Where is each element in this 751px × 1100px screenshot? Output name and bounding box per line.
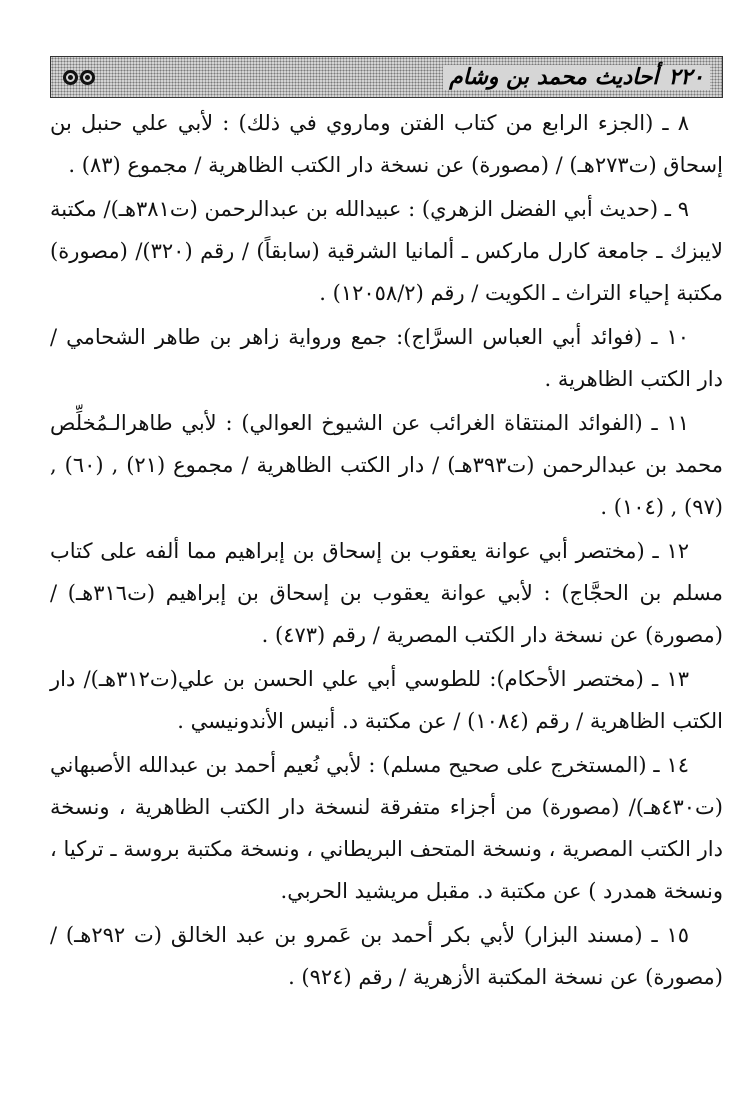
bibliography-entry-14: ١٤ ـ (المستخرج على صحيح مسلم) : لأبي نُعيم أحمد بن عبدالله الأصبهاني (ت٤٣٠هـ)/ (مصورة) من أجزاء متفرقة لنسخة دار الكتب الظاهرية ، ونسخة دار الكتب المصرية ، ونسخة المتحف البريطاني ، ونسخة مكتبة بروسة ـ تركيا ، ونسخة همدرد ) عن مكتبة د. مقبل مريشيد الحربي. (50, 753, 723, 903)
book-title: أحاديث محمد بن وشام (449, 64, 659, 90)
bibliography-list (50, 102, 723, 998)
page-number: ٢٢٠ (668, 64, 704, 90)
bibliography-entry-9: ٩ ـ (حديث أبي الفضل الزهري) : عبيدالله بن عبدالرحمن (ت٣٨١هـ)/ مكتبة لايبزك ـ جامعة كارل ماركس ـ ألمانيا الشرقية (سابقاً) / رقم (٣٢٠)/ (مصورة) مكتبة إحياء التراث ـ الكويت / رقم (١٢٠٥٨/٢) . (50, 197, 724, 305)
running-header (50, 56, 723, 98)
bibliography-entry-13: ١٣ ـ (مختصر الأحكام): للطوسي أبي علي الحسن بن علي(ت٣١٢هـ)/ دار الكتب الظاهرية / رقم (١٠٨٤) / عن مكتبة د. أنيس الأندونيسي . (50, 667, 723, 733)
bibliography-entry-12: ١٢ ـ (مختصر أبي عوانة يعقوب بن إسحاق بن إبراهيم مما ألفه على كتاب مسلم بن الحجَّاج) : لأبي عوانة يعقوب بن إسحاق بن إبراهيم (ت٣١٦هـ) / (مصورة) عن نسخة دار الكتب المصرية / رقم (٤٧٣) . (50, 539, 724, 647)
document-page (50, 56, 723, 1076)
bibliography-entry-10: ١٠ ـ (فوائد أبي العباس السرَّاج): جمع ورواية زاهر بن طاهر الشحامي / دار الكتب الظاهرية . (50, 325, 723, 391)
circle-ornament-icon (63, 70, 78, 85)
double-circle-ornament-icon (63, 70, 95, 85)
header-title-group (443, 65, 710, 90)
bibliography-entry-8: ٨ ـ (الجزء الرابع من كتاب الفتن وماروي في ذلك) : لأبي علي حنبل بن إسحاق (ت٢٧٣هـ) / (مصورة) عن نسخة دار الكتب الظاهرية / مجموع (٨٣) . (50, 111, 723, 177)
bibliography-entry-15: ١٥ ـ (مسند البزار) لأبي بكر أحمد بن عَمرو بن عبد الخالق (ت ٢٩٢هـ) / (مصورة) عن نسخة المكتبة الأزهرية / رقم (٩٢٤) . (50, 923, 723, 989)
bibliography-entry-11: ١١ ـ (الفوائد المنتقاة الغرائب عن الشيوخ العوالي) : لأبي طاهرالـمُخلِّص محمد بن عبدالرحمن (ت٣٩٣هـ) / دار الكتب الظاهرية / مجموع (٢١) , (٦٠) , (٩٧) , (١٠٤) . (50, 411, 723, 519)
circle-ornament-icon (80, 70, 95, 85)
